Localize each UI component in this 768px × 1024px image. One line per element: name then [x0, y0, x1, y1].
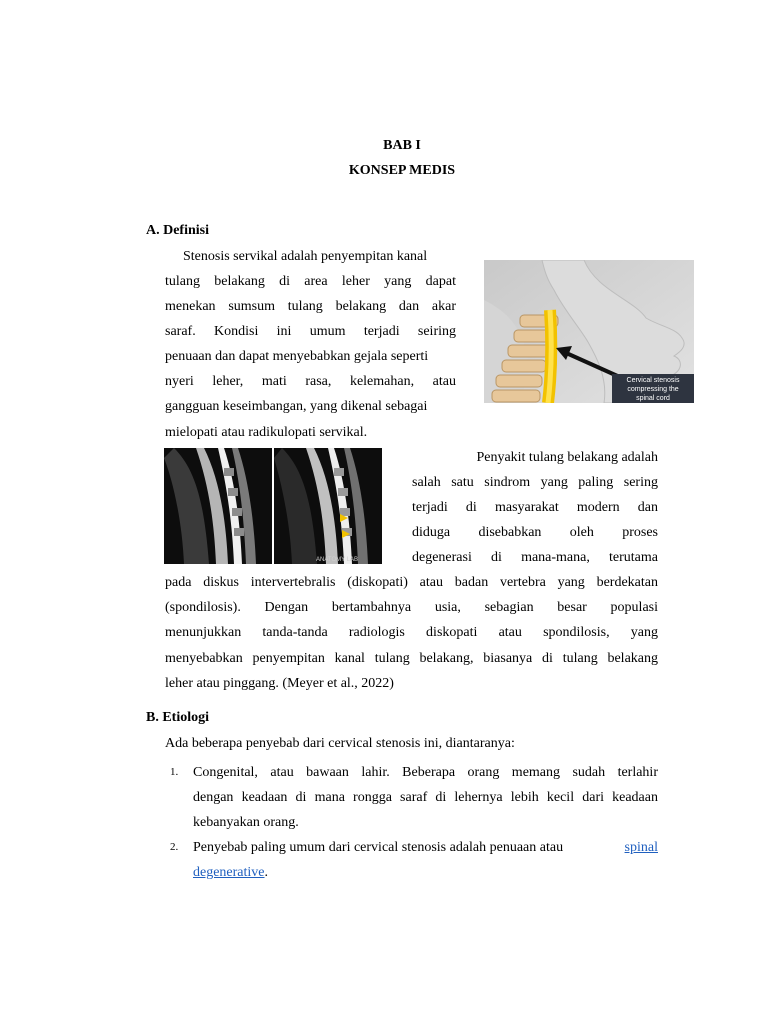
paragraph-line: (spondilosis). Dengan bertambahnya usia, sebagian besar populasi: [165, 600, 658, 615]
mri-cervical-image: [164, 448, 382, 564]
page-title: KONSEP MEDIS: [348, 163, 456, 178]
paragraph-line: tulang belakang di area leher yang dapat: [165, 274, 456, 289]
list-item-line: kebanyakan orang.: [193, 815, 299, 830]
paragraph-line: degenerasi di mana-mana, terutama: [412, 550, 658, 565]
list-number: 2.: [170, 841, 179, 853]
paragraph-line: pada diskus intervertebralis (diskopati) atau badan vertebra yang berdekatan: [165, 575, 658, 590]
list-item-period: .: [264, 865, 269, 880]
paragraph-line: menunjukkan tanda-tanda radiologis diskopati atau spondilosis, yang: [165, 625, 658, 640]
paragraph-line: mielopati atau radikulopati servikal.: [165, 425, 368, 440]
paragraph-line: menyebabkan penyempitan kanal tulang belakang, biasanya di tulang belakang: [165, 651, 658, 666]
cervical-stenosis-illustration: [484, 260, 694, 403]
figure-label-line: spinal cord: [636, 395, 670, 402]
paragraph-line: gangguan keseimbangan, yang dikenal sebagai: [165, 399, 428, 414]
list-item-line: [193, 860, 268, 885]
mri-watermark: ANATOMY LAB: [316, 557, 359, 563]
list-item-line: dengan keadaan di mana rongga saraf di lehernya lebih kecil dari keadaan: [193, 790, 658, 805]
list-item-text: Penyebab paling umum dari cervical stenosis adalah penuaan atau: [193, 840, 564, 855]
section-b-intro: Ada beberapa penyebab dari cervical stenosis ini, diantaranya:: [165, 736, 515, 751]
section-b-heading: B. Etiologi: [146, 710, 210, 725]
spinal-degenerative-link[interactable]: spinal: [624, 840, 658, 855]
section-a-heading: A. Definisi: [146, 223, 209, 238]
paragraph-line: Stenosis servikal adalah penyempitan kanal: [183, 249, 428, 264]
paragraph-line: penuaan dan dapat menyebabkan gejala seperti: [165, 349, 429, 364]
neck-spine-icon: [484, 260, 694, 403]
paragraph-line: leher atau pinggang. (Meyer et al., 2022): [165, 676, 394, 691]
list-item-line: [193, 835, 658, 860]
figure-label-line: compressing the: [627, 386, 679, 393]
paragraph-line: menekan sumsum tulang belakang dan akar: [165, 299, 456, 314]
list-item-line: Congenital, atau bawaan lahir. Beberapa orang memang sudah terlahir: [193, 765, 658, 780]
list-number: 1.: [170, 766, 179, 778]
paragraph-line: salah satu sindrom yang paling sering: [412, 475, 658, 490]
spinal-degenerative-link[interactable]: degenerative: [193, 865, 265, 880]
paragraph-line: Penyakit tulang belakang adalah: [476, 450, 658, 465]
paragraph-line: saraf. Kondisi ini umum terjadi seiring: [165, 324, 456, 339]
chapter-label: BAB I: [383, 138, 421, 153]
paragraph-line: nyeri leher, mati rasa, kelemahan, atau: [165, 374, 456, 389]
figure-label-line: Cervical stenosis: [626, 377, 680, 384]
paragraph-line: terjadi di masyarakat modern dan: [412, 500, 658, 515]
mri-scan-icon: [164, 448, 382, 564]
paragraph-line: diduga disebabkan oleh proses: [412, 525, 658, 540]
